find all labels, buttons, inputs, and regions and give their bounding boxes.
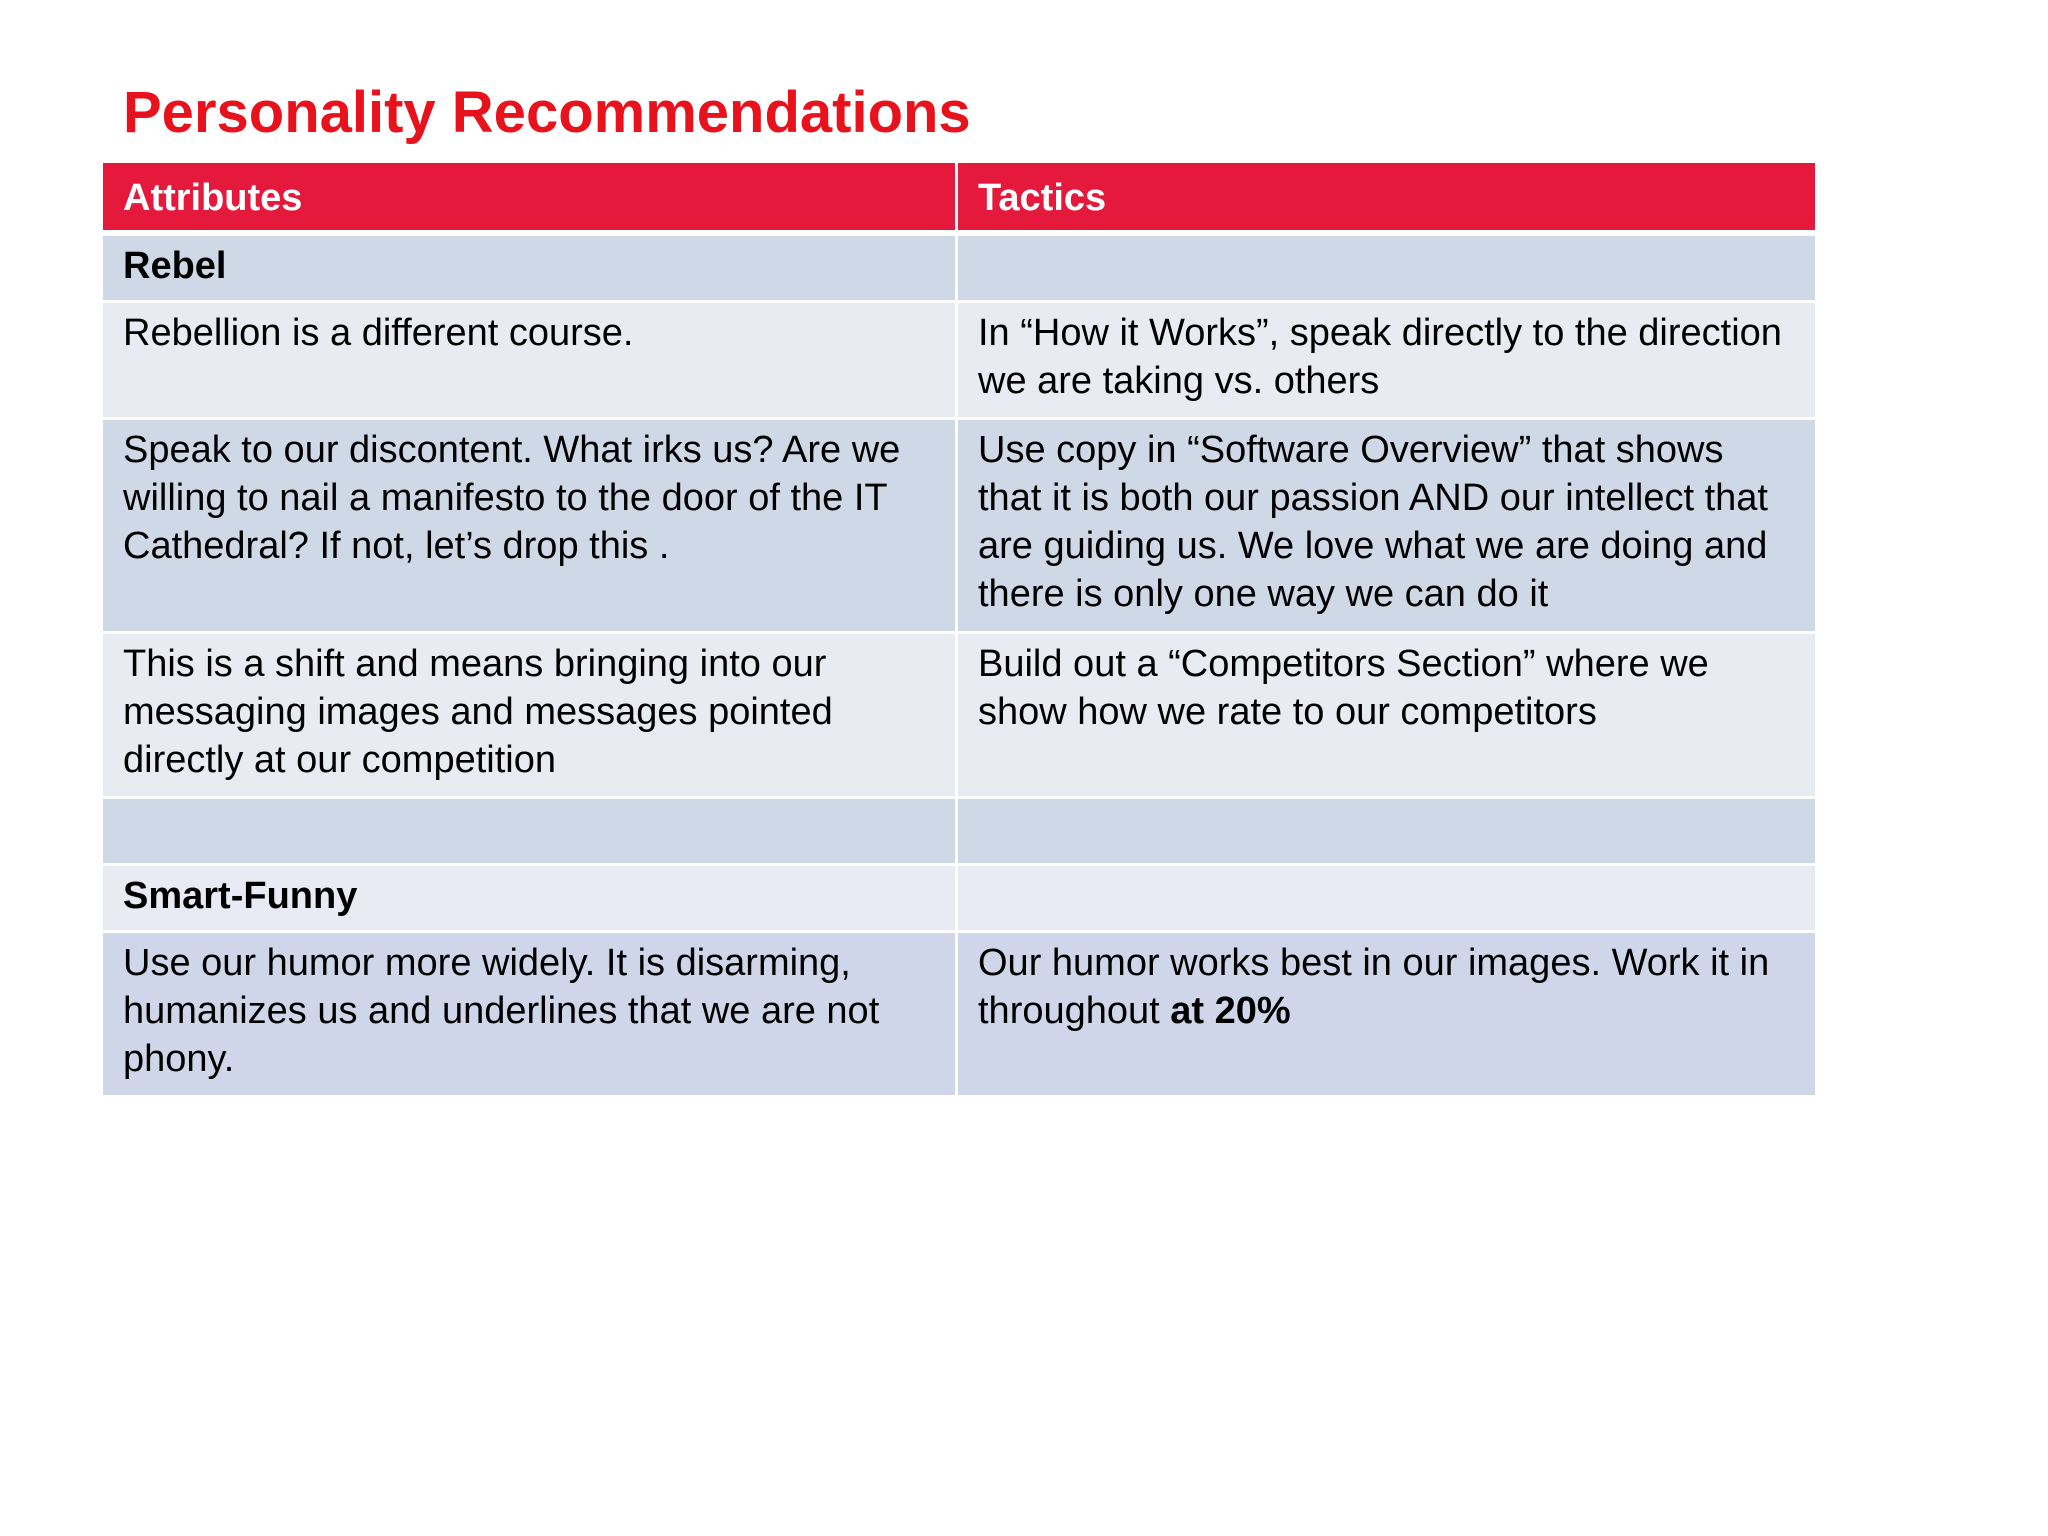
slide-title: Personality Recommendations [123,80,971,145]
attribute-cell: This is a shift and means bringing into our messaging images and messages pointed directly at our competition [103,634,958,799]
table-row [103,303,1815,420]
table-row [103,933,1815,1098]
tactic-cell [958,933,1815,1098]
table-row [103,634,1815,799]
column-header-tactics: Tactics [958,163,1815,236]
attribute-cell: Speak to our discontent. What irks us? Are we willing to nail a manifesto to the door of the IT Cathedral? If not, let’s drop this . [103,420,958,634]
tactic-cell [958,236,1815,303]
table-row [103,236,1815,303]
table-row [103,420,1815,634]
tactic-cell [958,799,1815,866]
attribute-cell: Use our humor more widely. It is disarming, humanizes us and underlines that we are not phony. [103,933,958,1098]
table-header-row [103,163,1815,236]
section-heading-smart-funny: Smart-Funny [103,866,958,933]
attribute-cell [103,799,958,866]
table-row [103,866,1815,933]
table-row-empty [103,799,1815,866]
column-header-attributes: Attributes [103,163,958,236]
section-heading-rebel: Rebel [103,236,958,303]
recommendations-table [103,163,1815,1098]
tactic-cell [958,866,1815,933]
tactic-cell: In “How it Works”, speak directly to the direction we are taking vs. others [958,303,1815,420]
tactic-cell: Build out a “Competitors Section” where we show how we rate to our competitors [958,634,1815,799]
tactic-cell: Use copy in “Software Overview” that shows that it is both our passion AND our intellect that are guiding us. We love what we are doing and there is only one way we can do it [958,420,1815,634]
tactic-emphasis: at 20% [1170,990,1291,1032]
attribute-cell: Rebellion is a different course. [103,303,958,420]
tactic-text: Our humor works best in our images. Work it in throughout [978,942,1770,1032]
